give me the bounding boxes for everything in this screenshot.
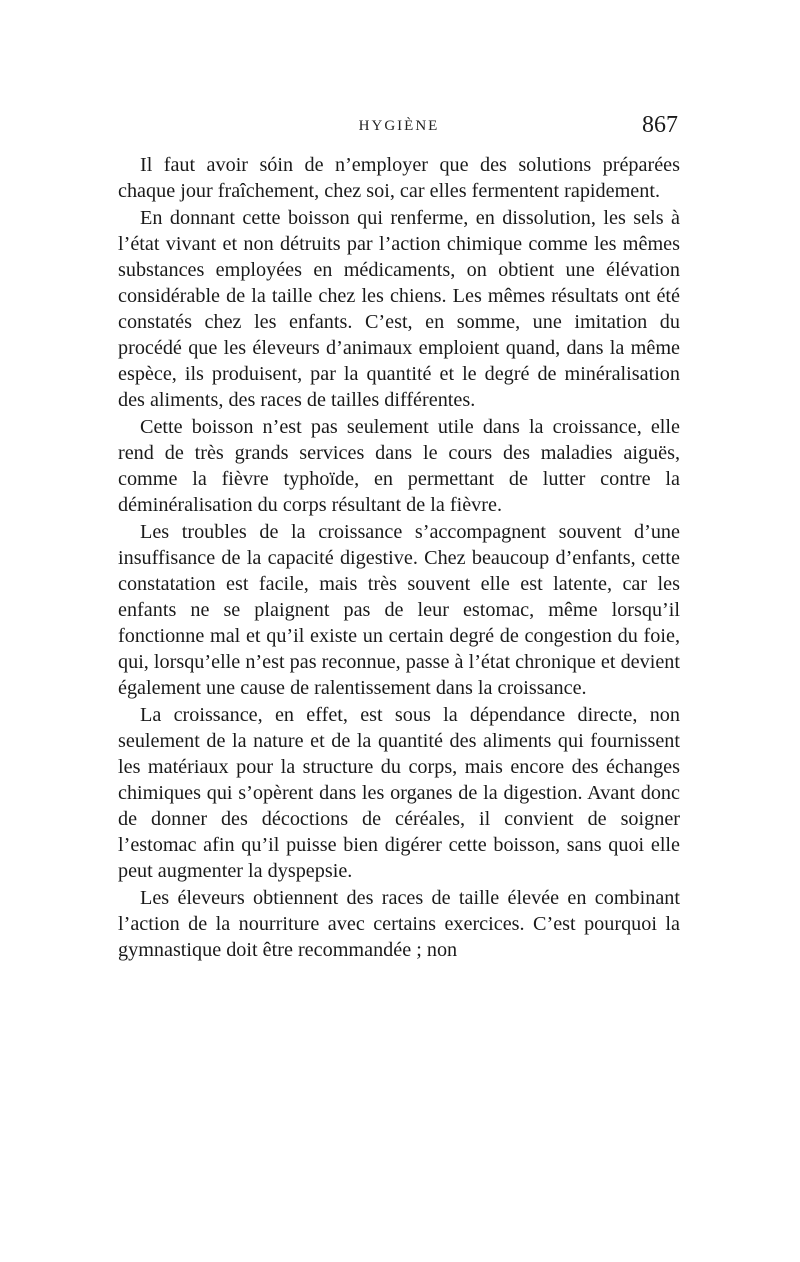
paragraph-5: La croissance, en effet, est sous la dépendance directe, non seulement de la nature et de la quantité des aliments qui fournissent les matériaux pour la structure du corps, mais encore des échanges chimiques qui s’opèrent dans les organes de la digestion. Avant donc de donner des décoctions de céréales, il convient de soigner l’estomac afin qu’il puisse bien digérer cette boisson, sans quoi elle peut augmenter la dyspepsie. <box>118 704 680 882</box>
body-text <box>118 152 680 963</box>
running-head <box>118 112 680 144</box>
paragraph-2: En donnant cette boisson qui renferme, en dissolution, les sels à l’état vivant et non détruits par l’action chimique comme les mêmes substances employées en médicaments, on obtient une élévation considérable de la taille chez les chiens. Les mêmes résultats ont été constatés chez les enfants. C’est, en somme, une imitation du procédé que les éleveurs d’animaux emploient quand, dans la même espèce, ils produisent, par la quantité et le degré de minéralisation des aliments, des races de tailles différentes. <box>118 207 680 411</box>
paragraph-6: Les éleveurs obtiennent des races de taille élevée en combinant l’action de la nourriture avec certains exercices. C’est pourquoi la gymnastique doit être recommandée ; non <box>118 887 680 961</box>
running-head-title: HYGIÈNE <box>358 118 440 134</box>
page-number: 867 <box>642 112 678 138</box>
paragraph-4: Les troubles de la croissance s’accompagnent souvent d’une insuffisance de la capacité digestive. Chez beaucoup d’enfants, cette constatation est facile, mais très souvent elle est latente, car les enfants ne se plaignent pas de leur estomac, même lorsqu’il fonctionne mal et qu’il existe un certain degré de congestion du foie, qui, lorsqu’elle n’est pas reconnue, passe à l’état chronique et devient également une cause de ralentissement dans la croissance. <box>118 521 680 699</box>
paragraph-3: Cette boisson n’est pas seulement utile dans la croissance, elle rend de très grands services dans le cours des maladies aiguës, comme la fièvre typhoïde, en permettant de lutter contre la déminéralisation du corps résultant de la fièvre. <box>118 416 680 516</box>
paragraph-1: Il faut avoir sóin de n’employer que des solutions préparées chaque jour fraîchement, chez soi, car elles fermentent rapidement. <box>118 154 680 202</box>
